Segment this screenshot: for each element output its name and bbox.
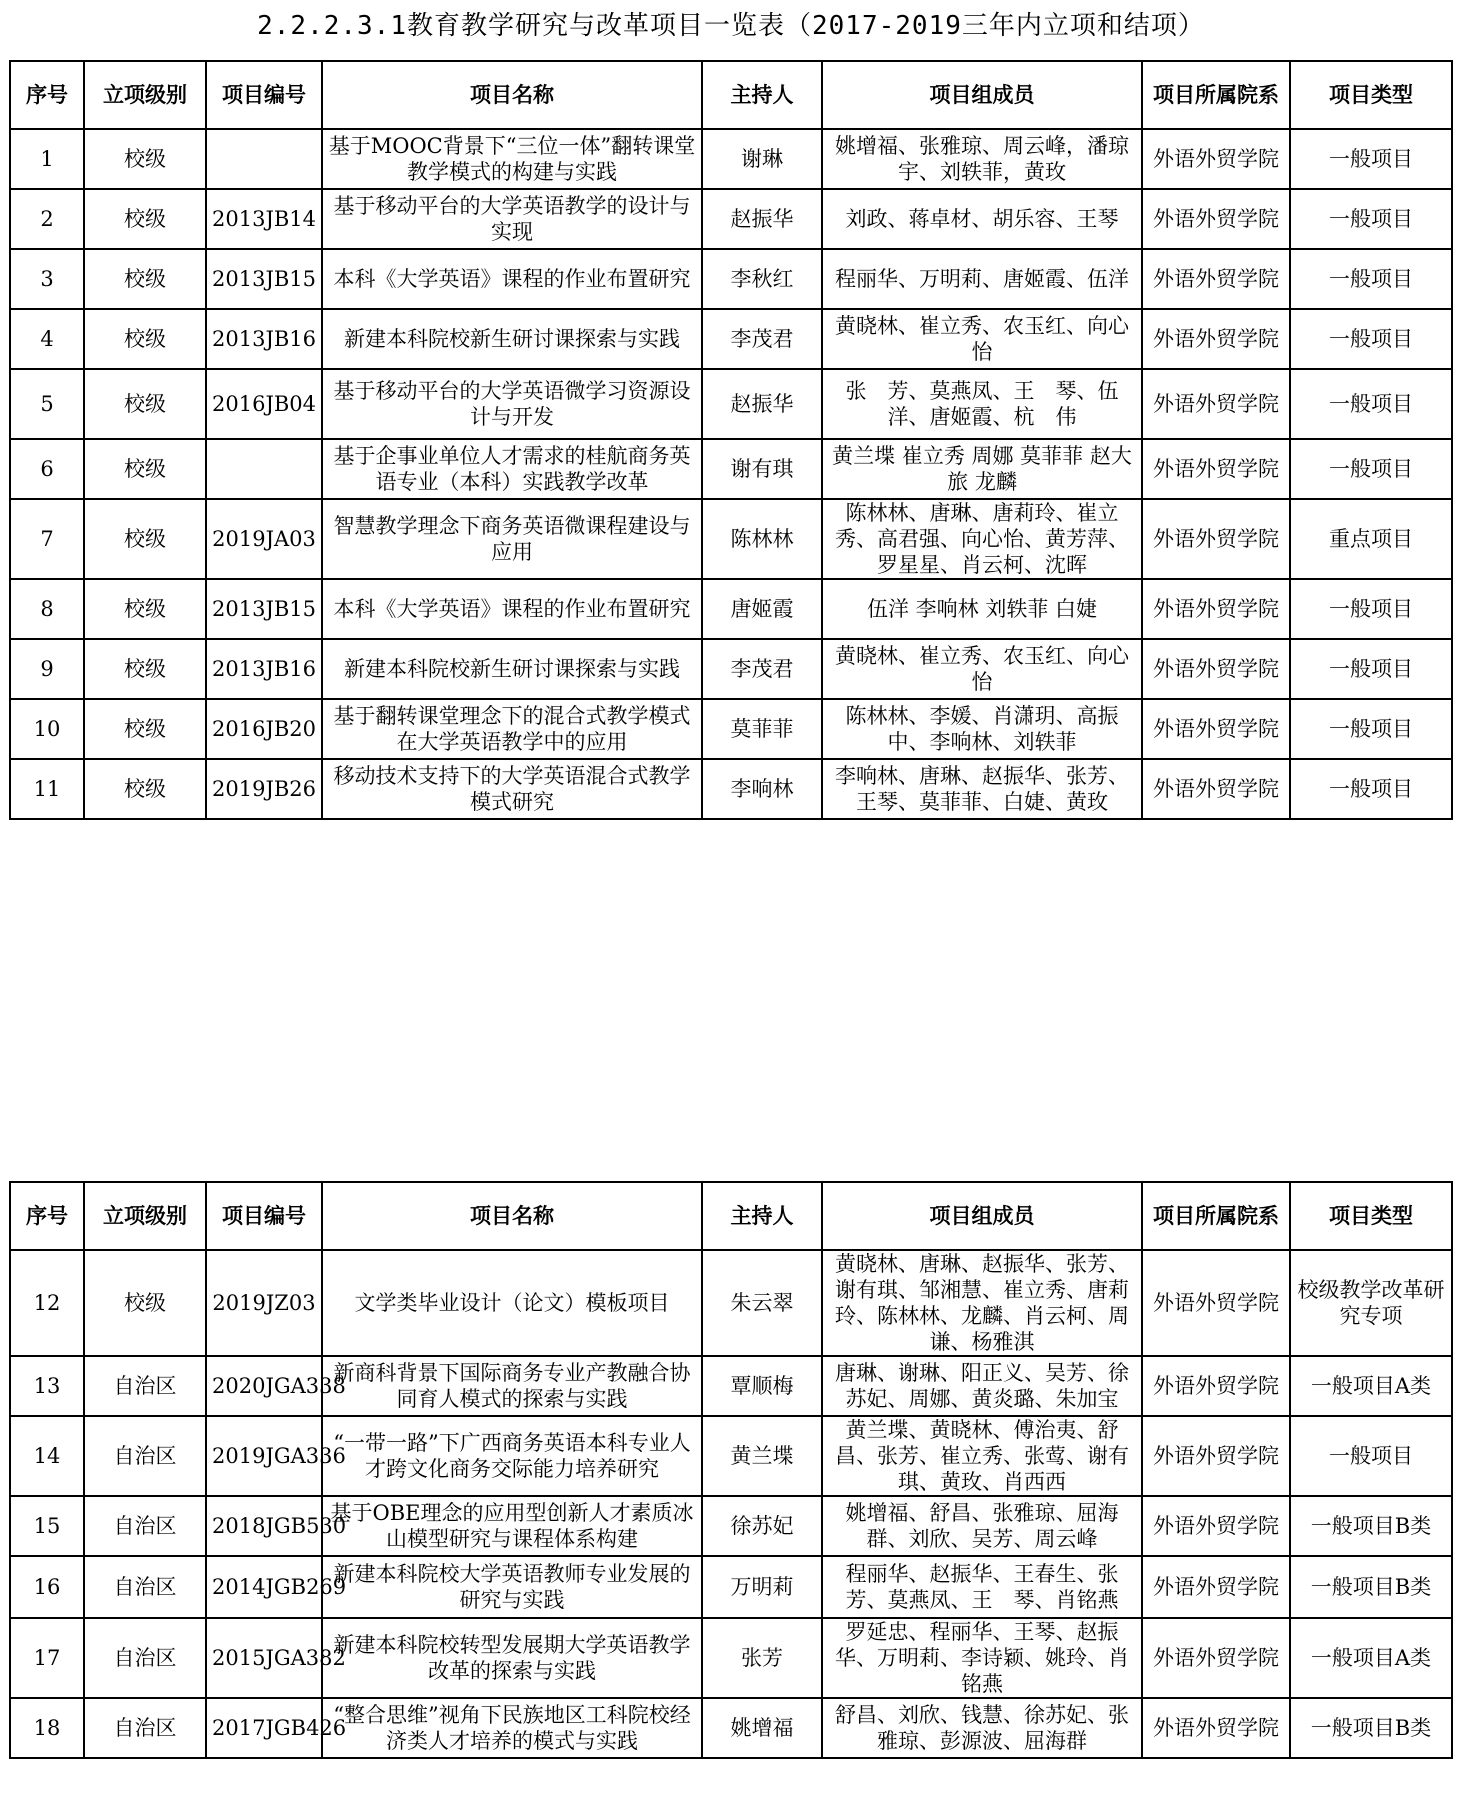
cell-name: 新商科背景下国际商务专业产教融合协同育人模式的探索与实践 [322, 1356, 702, 1416]
cell-dept: 外语外贸学院 [1142, 1356, 1290, 1416]
cell-level: 校级 [84, 759, 206, 819]
cell-code: 2019JB26 [206, 759, 322, 819]
cell-level: 自治区 [84, 1618, 206, 1698]
header-no: 序号 [10, 1182, 84, 1250]
cell-host: 李茂君 [702, 639, 822, 699]
cell-code: 2020JGA338 [206, 1356, 322, 1416]
cell-host: 谢有琪 [702, 439, 822, 499]
table-header-row [10, 61, 1452, 129]
cell-dept: 外语外贸学院 [1142, 499, 1290, 579]
cell-no: 18 [10, 1698, 84, 1758]
cell-type: 一般项目A类 [1290, 1618, 1452, 1698]
cell-code: 2018JGB530 [206, 1496, 322, 1556]
cell-host: 万明莉 [702, 1556, 822, 1618]
cell-host: 朱云翠 [702, 1250, 822, 1356]
cell-name: 移动技术支持下的大学英语混合式教学模式研究 [322, 759, 702, 819]
cell-level: 校级 [84, 129, 206, 189]
cell-members: 黄晓林、崔立秀、农玉红、向心怡 [822, 639, 1142, 699]
cell-type: 一般项目B类 [1290, 1698, 1452, 1758]
cell-dept: 外语外贸学院 [1142, 1698, 1290, 1758]
table-row [10, 369, 1452, 439]
cell-code: 2016JB04 [206, 369, 322, 439]
cell-code: 2019JZ03 [206, 1250, 322, 1356]
cell-dept: 外语外贸学院 [1142, 1618, 1290, 1698]
cell-dept: 外语外贸学院 [1142, 579, 1290, 639]
cell-no: 4 [10, 309, 84, 369]
cell-type: 一般项目 [1290, 439, 1452, 499]
cell-dept: 外语外贸学院 [1142, 189, 1290, 249]
cell-level: 校级 [84, 699, 206, 759]
cell-level: 校级 [84, 309, 206, 369]
cell-type: 一般项目B类 [1290, 1496, 1452, 1556]
cell-host: 徐苏妃 [702, 1496, 822, 1556]
cell-host: 赵振华 [702, 369, 822, 439]
cell-level: 校级 [84, 579, 206, 639]
header-members: 项目组成员 [822, 1182, 1142, 1250]
cell-type: 一般项目A类 [1290, 1356, 1452, 1416]
page-title: 2.2.2.3.1教育教学研究与改革项目一览表（2017-2019三年内立项和结项） [257, 11, 1205, 41]
header-name: 项目名称 [322, 61, 702, 129]
cell-members: 黄兰堞 崔立秀 周娜 莫菲菲 赵大旅 龙麟 [822, 439, 1142, 499]
cell-type: 一般项目 [1290, 699, 1452, 759]
cell-type: 一般项目 [1290, 129, 1452, 189]
cell-members: 刘政、蒋卓材、胡乐容、王琴 [822, 189, 1142, 249]
cell-host: 黄兰堞 [702, 1416, 822, 1496]
cell-members: 黄晓林、崔立秀、农玉红、向心怡 [822, 309, 1142, 369]
cell-name: “整合思维”视角下民族地区工科院校经济类人才培养的模式与实践 [322, 1698, 702, 1758]
cell-host: 李茂君 [702, 309, 822, 369]
cell-name: 本科《大学英语》课程的作业布置研究 [322, 249, 702, 309]
header-dept: 项目所属院系 [1142, 61, 1290, 129]
cell-level: 自治区 [84, 1556, 206, 1618]
header-level: 立项级别 [84, 1182, 206, 1250]
cell-members: 黄兰堞、黄晓林、傅治夷、舒昌、张芳、崔立秀、张莺、谢有琪、黄玫、肖西西 [822, 1416, 1142, 1496]
table-row [10, 1618, 1452, 1698]
header-type: 项目类型 [1290, 61, 1452, 129]
cell-no: 16 [10, 1556, 84, 1618]
cell-type: 校级教学改革研究专项 [1290, 1250, 1452, 1356]
cell-dept: 外语外贸学院 [1142, 1556, 1290, 1618]
cell-no: 6 [10, 439, 84, 499]
cell-no: 2 [10, 189, 84, 249]
table-row [10, 579, 1452, 639]
cell-code: 2013JB15 [206, 249, 322, 309]
cell-members: 伍洋 李响林 刘轶菲 白婕 [822, 579, 1142, 639]
cell-type: 一般项目 [1290, 759, 1452, 819]
project-table-1 [9, 60, 1453, 820]
cell-type: 一般项目B类 [1290, 1556, 1452, 1618]
cell-level: 自治区 [84, 1698, 206, 1758]
table-row [10, 189, 1452, 249]
cell-code: 2019JA03 [206, 499, 322, 579]
table-row [10, 439, 1452, 499]
header-dept: 项目所属院系 [1142, 1182, 1290, 1250]
cell-host: 李秋红 [702, 249, 822, 309]
cell-code: 2017JGB426 [206, 1698, 322, 1758]
cell-name: 本科《大学英语》课程的作业布置研究 [322, 579, 702, 639]
cell-dept: 外语外贸学院 [1142, 129, 1290, 189]
cell-no: 9 [10, 639, 84, 699]
cell-host: 赵振华 [702, 189, 822, 249]
table-row [10, 1356, 1452, 1416]
cell-dept: 外语外贸学院 [1142, 1250, 1290, 1356]
cell-name: “一带一路”下广西商务英语本科专业人才跨文化商务交际能力培养研究 [322, 1416, 702, 1496]
cell-type: 一般项目 [1290, 309, 1452, 369]
table-row [10, 1250, 1452, 1356]
cell-code: 2014JGB269 [206, 1556, 322, 1618]
cell-level: 校级 [84, 189, 206, 249]
cell-members: 姚增福、张雅琼、周云峰，潘琼宇、刘轶菲，黄玫 [822, 129, 1142, 189]
cell-no: 12 [10, 1250, 84, 1356]
cell-no: 11 [10, 759, 84, 819]
header-host: 主持人 [702, 61, 822, 129]
header-code: 项目编号 [206, 61, 322, 129]
cell-members: 李响林、唐琳、赵振华、张芳、王琴、莫菲菲、白婕、黄玫 [822, 759, 1142, 819]
cell-no: 7 [10, 499, 84, 579]
cell-no: 5 [10, 369, 84, 439]
cell-dept: 外语外贸学院 [1142, 439, 1290, 499]
cell-no: 13 [10, 1356, 84, 1416]
cell-dept: 外语外贸学院 [1142, 639, 1290, 699]
cell-level: 校级 [84, 369, 206, 439]
table-row [10, 249, 1452, 309]
cell-code: 2016JB20 [206, 699, 322, 759]
cell-members: 陈林林、李媛、肖潇玥、高振中、李响林、刘轶菲 [822, 699, 1142, 759]
table-row [10, 309, 1452, 369]
cell-members: 陈林林、唐琳、唐莉玲、崔立秀、高君强、向心怡、黄芳萍、罗星星、肖云柯、沈晖 [822, 499, 1142, 579]
cell-no: 15 [10, 1496, 84, 1556]
header-host: 主持人 [702, 1182, 822, 1250]
header-code: 项目编号 [206, 1182, 322, 1250]
cell-name: 新建本科院校转型发展期大学英语教学改革的探索与实践 [322, 1618, 702, 1698]
cell-type: 一般项目 [1290, 639, 1452, 699]
cell-name: 新建本科院校新生研讨课探索与实践 [322, 309, 702, 369]
cell-level: 校级 [84, 439, 206, 499]
cell-no: 14 [10, 1416, 84, 1496]
cell-no: 10 [10, 699, 84, 759]
table-row [10, 1556, 1452, 1618]
cell-type: 一般项目 [1290, 369, 1452, 439]
cell-host: 莫菲菲 [702, 699, 822, 759]
cell-members: 唐琳、谢琳、阳正义、吴芳、徐苏妃、周娜、黄炎璐、朱加宝 [822, 1356, 1142, 1416]
cell-type: 一般项目 [1290, 189, 1452, 249]
cell-name: 基于MOOC背景下“三位一体”翻转课堂教学模式的构建与实践 [322, 129, 702, 189]
cell-name: 智慧教学理念下商务英语微课程建设与应用 [322, 499, 702, 579]
cell-no: 8 [10, 579, 84, 639]
cell-code: 2015JGA382 [206, 1618, 322, 1698]
cell-dept: 外语外贸学院 [1142, 759, 1290, 819]
cell-host: 陈林林 [702, 499, 822, 579]
cell-level: 自治区 [84, 1416, 206, 1496]
cell-members: 罗延忠、程丽华、王琴、赵振华、万明莉、李诗颖、姚玲、肖铭燕 [822, 1618, 1142, 1698]
cell-dept: 外语外贸学院 [1142, 309, 1290, 369]
cell-code [206, 129, 322, 189]
cell-host: 谢琳 [702, 129, 822, 189]
table-row [10, 759, 1452, 819]
cell-type: 一般项目 [1290, 579, 1452, 639]
cell-level: 校级 [84, 499, 206, 579]
cell-host: 覃顺梅 [702, 1356, 822, 1416]
cell-members: 舒昌、刘欣、钱慧、徐苏妃、张雅琼、彭源波、屈海群 [822, 1698, 1142, 1758]
cell-members: 姚增福、舒昌、张雅琼、屈海群、刘欣、吴芳、周云峰 [822, 1496, 1142, 1556]
cell-name: 基于企事业单位人才需求的桂航商务英语专业（本科）实践教学改革 [322, 439, 702, 499]
cell-level: 自治区 [84, 1496, 206, 1556]
cell-code [206, 439, 322, 499]
cell-level: 校级 [84, 1250, 206, 1356]
cell-code: 2019JGA336 [206, 1416, 322, 1496]
table-row [10, 1698, 1452, 1758]
cell-dept: 外语外贸学院 [1142, 699, 1290, 759]
cell-code: 2013JB14 [206, 189, 322, 249]
cell-code: 2013JB16 [206, 639, 322, 699]
cell-members: 程丽华、万明莉、唐姬霞、伍洋 [822, 249, 1142, 309]
header-type: 项目类型 [1290, 1182, 1452, 1250]
cell-name: 基于OBE理念的应用型创新人才素质冰山模型研究与课程体系构建 [322, 1496, 702, 1556]
table-row [10, 699, 1452, 759]
table-row [10, 1416, 1452, 1496]
cell-name: 新建本科院校新生研讨课探索与实践 [322, 639, 702, 699]
cell-name: 新建本科院校大学英语教师专业发展的研究与实践 [322, 1556, 702, 1618]
table-row [10, 1496, 1452, 1556]
cell-dept: 外语外贸学院 [1142, 249, 1290, 309]
header-level: 立项级别 [84, 61, 206, 129]
cell-name: 基于移动平台的大学英语教学的设计与实现 [322, 189, 702, 249]
cell-name: 基于翻转课堂理念下的混合式教学模式在大学英语教学中的应用 [322, 699, 702, 759]
cell-no: 17 [10, 1618, 84, 1698]
header-members: 项目组成员 [822, 61, 1142, 129]
cell-host: 姚增福 [702, 1698, 822, 1758]
cell-level: 自治区 [84, 1356, 206, 1416]
cell-dept: 外语外贸学院 [1142, 1416, 1290, 1496]
cell-level: 校级 [84, 249, 206, 309]
table-row [10, 639, 1452, 699]
cell-type: 一般项目 [1290, 1416, 1452, 1496]
cell-no: 3 [10, 249, 84, 309]
cell-dept: 外语外贸学院 [1142, 369, 1290, 439]
cell-host: 唐姬霞 [702, 579, 822, 639]
cell-members: 张 芳、莫燕凤、王 琴、伍洋、唐姬霞、杭 伟 [822, 369, 1142, 439]
cell-type: 一般项目 [1290, 249, 1452, 309]
cell-host: 张芳 [702, 1618, 822, 1698]
cell-name: 文学类毕业设计（论文）模板项目 [322, 1250, 702, 1356]
cell-host: 李响林 [702, 759, 822, 819]
cell-members: 黄晓林、唐琳、赵振华、张芳、谢有琪、邹湘慧、崔立秀、唐莉玲、陈林林、龙麟、肖云柯、周谦、杨雅淇 [822, 1250, 1142, 1356]
cell-code: 2013JB16 [206, 309, 322, 369]
cell-code: 2013JB15 [206, 579, 322, 639]
table-row [10, 129, 1452, 189]
cell-members: 程丽华、赵振华、王春生、张芳、莫燕凤、王 琴、肖铭燕 [822, 1556, 1142, 1618]
table-header-row [10, 1182, 1452, 1250]
cell-dept: 外语外贸学院 [1142, 1496, 1290, 1556]
cell-name: 基于移动平台的大学英语微学习资源设计与开发 [322, 369, 702, 439]
table-row [10, 499, 1452, 579]
cell-level: 校级 [84, 639, 206, 699]
project-table-2 [9, 1181, 1453, 1759]
header-name: 项目名称 [322, 1182, 702, 1250]
cell-no: 1 [10, 129, 84, 189]
header-no: 序号 [10, 61, 84, 129]
cell-type: 重点项目 [1290, 499, 1452, 579]
